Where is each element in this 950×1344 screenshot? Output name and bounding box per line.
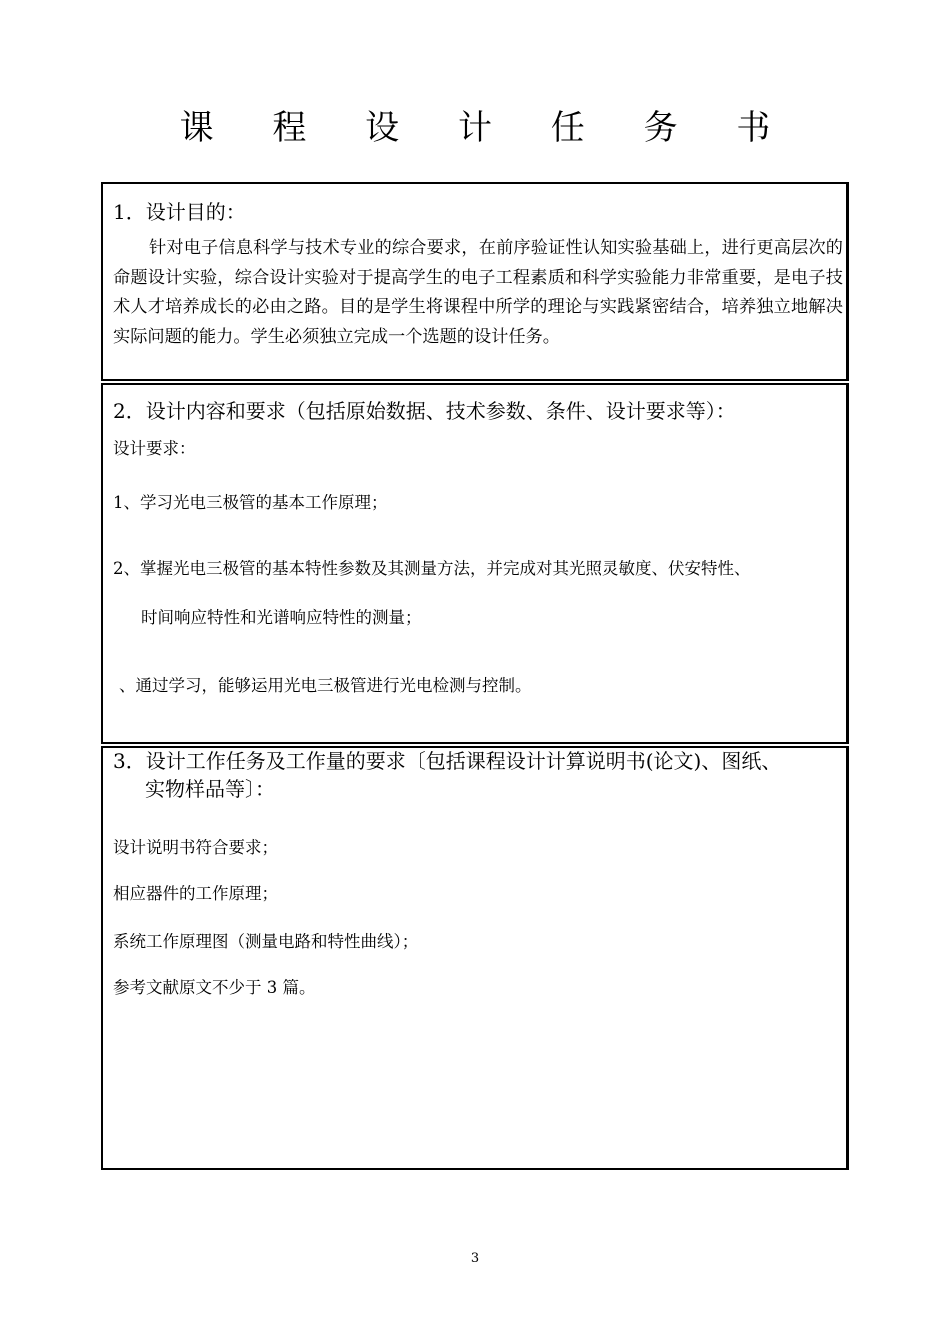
section-design-purpose (101, 182, 849, 381)
requirement-item: 时间响应特性和光谱响应特性的测量； (141, 608, 422, 627)
requirement-item: 2、掌握光电三极管的基本特性参数及其测量方法，并完成对其光照灵敏度、伏安特性、 (113, 559, 751, 578)
section-work-tasks (101, 746, 849, 1170)
section2-sub-label: 设计要求： (113, 439, 196, 458)
section1-body: 针对电子信息科学与技术专业的综合要求，在前序验证性认知实验基础上，进行更高层次的命题设计实验，综合设计实验对于提高学生的电子工程素质和科学实验能力非常重要，是电子技术人才培养成长的必由之路。目的是学生将课程中所学的理论与实践紧密结合，培养独立地解决实际问题的能力。学生必须独立完成一个选题的设计任务。 (113, 238, 843, 347)
task-item: 参考文献原文不少于 3 篇。 (113, 978, 316, 997)
requirement-item: 1、学习光电三极管的基本工作原理； (113, 493, 388, 512)
task-item: 相应器件的工作原理； (113, 884, 278, 903)
section3-heading-line2: 实物样品等〕： (145, 777, 275, 801)
task-item: 设计说明书符合要求； (113, 838, 278, 857)
section3-heading-line1: 3．设计工作任务及工作量的要求〔包括课程设计计算说明书(论文)、图纸、 (113, 749, 782, 773)
page-number: 3 (470, 1251, 480, 1266)
section-design-content (101, 383, 849, 744)
task-item: 系统工作原理图（测量电路和特性曲线）； (113, 932, 419, 951)
document-title: 课 程 设 计 任 务 书 (179, 108, 795, 148)
section1-heading: 1．设计目的： (113, 200, 246, 224)
requirement-item: 、通过学习，能够运用光电三极管进行光电检测与控制。 (119, 676, 532, 695)
section2-heading: 2．设计内容和要求（包括原始数据、技术参数、条件、设计要求等）： (113, 399, 736, 423)
